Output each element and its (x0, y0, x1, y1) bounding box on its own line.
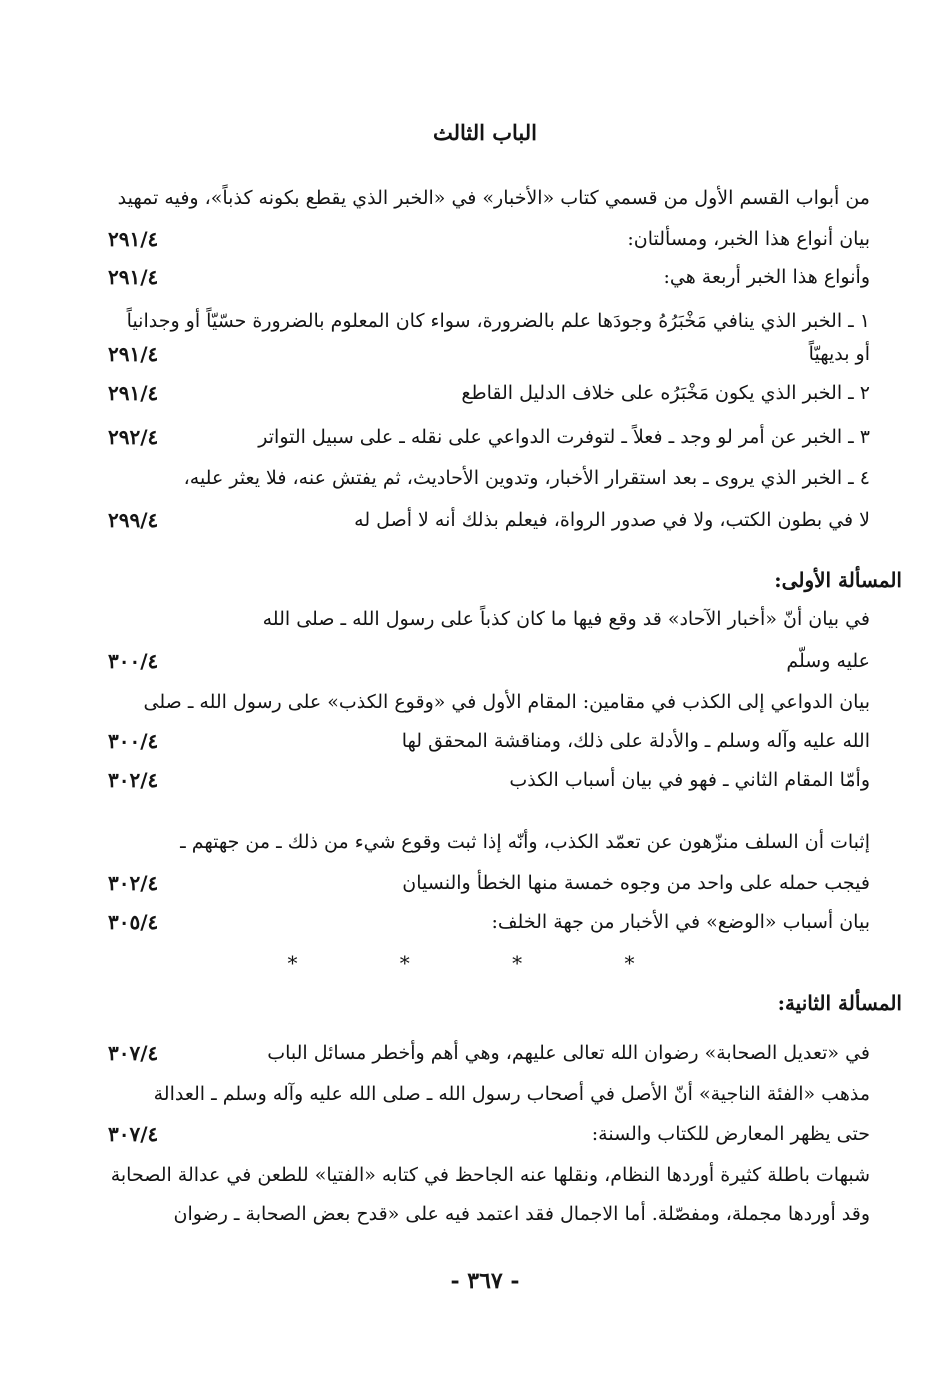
text-line (100, 421, 870, 453)
line-text: بيان أنواع هذا الخبر، ومسألتان: (627, 228, 870, 250)
page-ref: ٢٩٩/٤ (108, 508, 159, 532)
line-text: عليه وسلّم (786, 650, 870, 672)
line-text: ٣ ـ الخبر عن أمر لو وجد ـ فعلاً ـ لتوفرت الدواعي على نقله ـ على سبيل التواتر (258, 426, 870, 448)
page-ref: ٣٠٢/٤ (108, 768, 159, 792)
text-line (100, 603, 870, 635)
page-ref: ٣٠٧/٤ (108, 1041, 159, 1065)
page-number: - ٣٦٧ - (450, 1268, 520, 1294)
text-line (100, 867, 870, 899)
text-line (100, 223, 870, 255)
page-ref: ٢٩١/٤ (108, 265, 159, 289)
text-line (100, 462, 870, 494)
text-line (100, 826, 870, 858)
line-text: وأنواع هذا الخبر أربعة هي: (663, 266, 870, 288)
line-text: أو بديهيّاً (808, 343, 870, 365)
page-ref: ٢٩١/٤ (108, 342, 159, 366)
page-ref: ٢٩١/٤ (108, 381, 159, 405)
text-line (100, 182, 870, 214)
text-line (100, 764, 870, 796)
text-line (100, 1159, 870, 1191)
line-text: فيجب حمله على واحد من وجوه خمسة منها الخطأ والنسيان (402, 872, 870, 894)
line-text: إثبات أن السلف منزّهون عن تعمّد الكذب، وأنّه إذا ثبت وقوع شيء من ذلك ـ من جهتهم ـ (180, 831, 870, 853)
text-line (100, 645, 870, 677)
line-text: لا في بطون الكتب، ولا في صدور الرواة، فيعلم بذلك أنه لا أصل له (354, 509, 870, 531)
line-text: من أبواب القسم الأول من قسمي كتاب «الأخبار» في «الخبر الذي يقطع بكونه كذباً»، وفيه تمهيد (117, 187, 870, 209)
line-text: ١ ـ الخبر الذي ينافي مَخْبَرُهُ وجودَها علم بالضرورة، سواء كان المعلوم بالضرورة حسّيّاً أو وجدانياً (126, 310, 870, 332)
line-text: في بيان أنّ «أخبار الآحاد» قد وقع فيها ما كان كذباً على رسول الله ـ صلى الله (262, 608, 870, 630)
page-ref: ٣٠٧/٤ (108, 1122, 159, 1146)
line-text: الله عليه وآله وسلم ـ والأدلة على ذلك، ومناقشة المحقق لها (401, 730, 870, 752)
line-text: في «تعديل الصحابة» رضوان الله تعالى عليهم، وهي أهم وأخطر مسائل الباب (267, 1042, 870, 1064)
page-ref: ٣٠٠/٤ (108, 729, 159, 753)
text-line (100, 305, 870, 337)
page-ref: ٢٩٢/٤ (108, 425, 159, 449)
page-ref: ٣٠٠/٤ (108, 649, 159, 673)
chapter-title: الباب الثالث (432, 120, 538, 145)
page-ref: ٣٠٢/٤ (108, 871, 159, 895)
text-line (100, 1037, 870, 1069)
line-text: مذهب «الفئة الناجية» أنّ الأصل في أصحاب رسول الله ـ صلى الله عليه وآله وسلم ـ العدالة (153, 1083, 870, 1105)
line-text: حتى يظهر المعارض للكتاب والسنة: (591, 1123, 870, 1145)
section-separator: * * * * (287, 951, 683, 975)
line-text: وقد أوردها مجملة، ومفصّلة. أما الاجمال فقد اعتمد فيه على «قدح بعض الصحابة ـ رضوان (173, 1203, 870, 1225)
line-text: شبهات باطلة كثيرة أوردها النظام، ونقلها عنه الجاحظ في كتابه «الفتيا» للطعن في عدالة الصحابة (110, 1164, 870, 1186)
text-line (100, 1198, 870, 1230)
page-ref: ٢٩١/٤ (108, 227, 159, 251)
text-line (100, 1078, 870, 1110)
text-line (100, 1118, 870, 1150)
text-line (100, 906, 870, 938)
text-line (100, 377, 870, 409)
line-text: ٤ ـ الخبر الذي يروى ـ بعد استقرار الأخبار، وتدوين الأحاديث، ثم يفتش عنه، فلا يعثر عليه، (183, 467, 870, 489)
page-ref: ٣٠٥/٤ (108, 910, 159, 934)
document-page (100, 0, 902, 1397)
line-text: بيان الدواعي إلى الكذب في مقامين: المقام الأول في «وقوع الكذب» على رسول الله ـ صلى (143, 691, 870, 713)
line-text: ٢ ـ الخبر الذي يكون مَخْبَرُه على خلاف الدليل القاطع (461, 382, 870, 404)
text-line (100, 686, 870, 718)
line-text: بيان أسباب «الوضع» في الأخبار من جهة الخلف: (491, 911, 870, 933)
text-line (100, 338, 870, 370)
section-heading: المسألة الأولى: (774, 568, 902, 592)
text-line (100, 725, 870, 757)
text-line (100, 261, 870, 293)
line-text: وأمّا المقام الثاني ـ فهو في بيان أسباب الكذب (509, 769, 870, 791)
section-heading: المسألة الثانية: (777, 991, 902, 1015)
text-line (100, 504, 870, 536)
